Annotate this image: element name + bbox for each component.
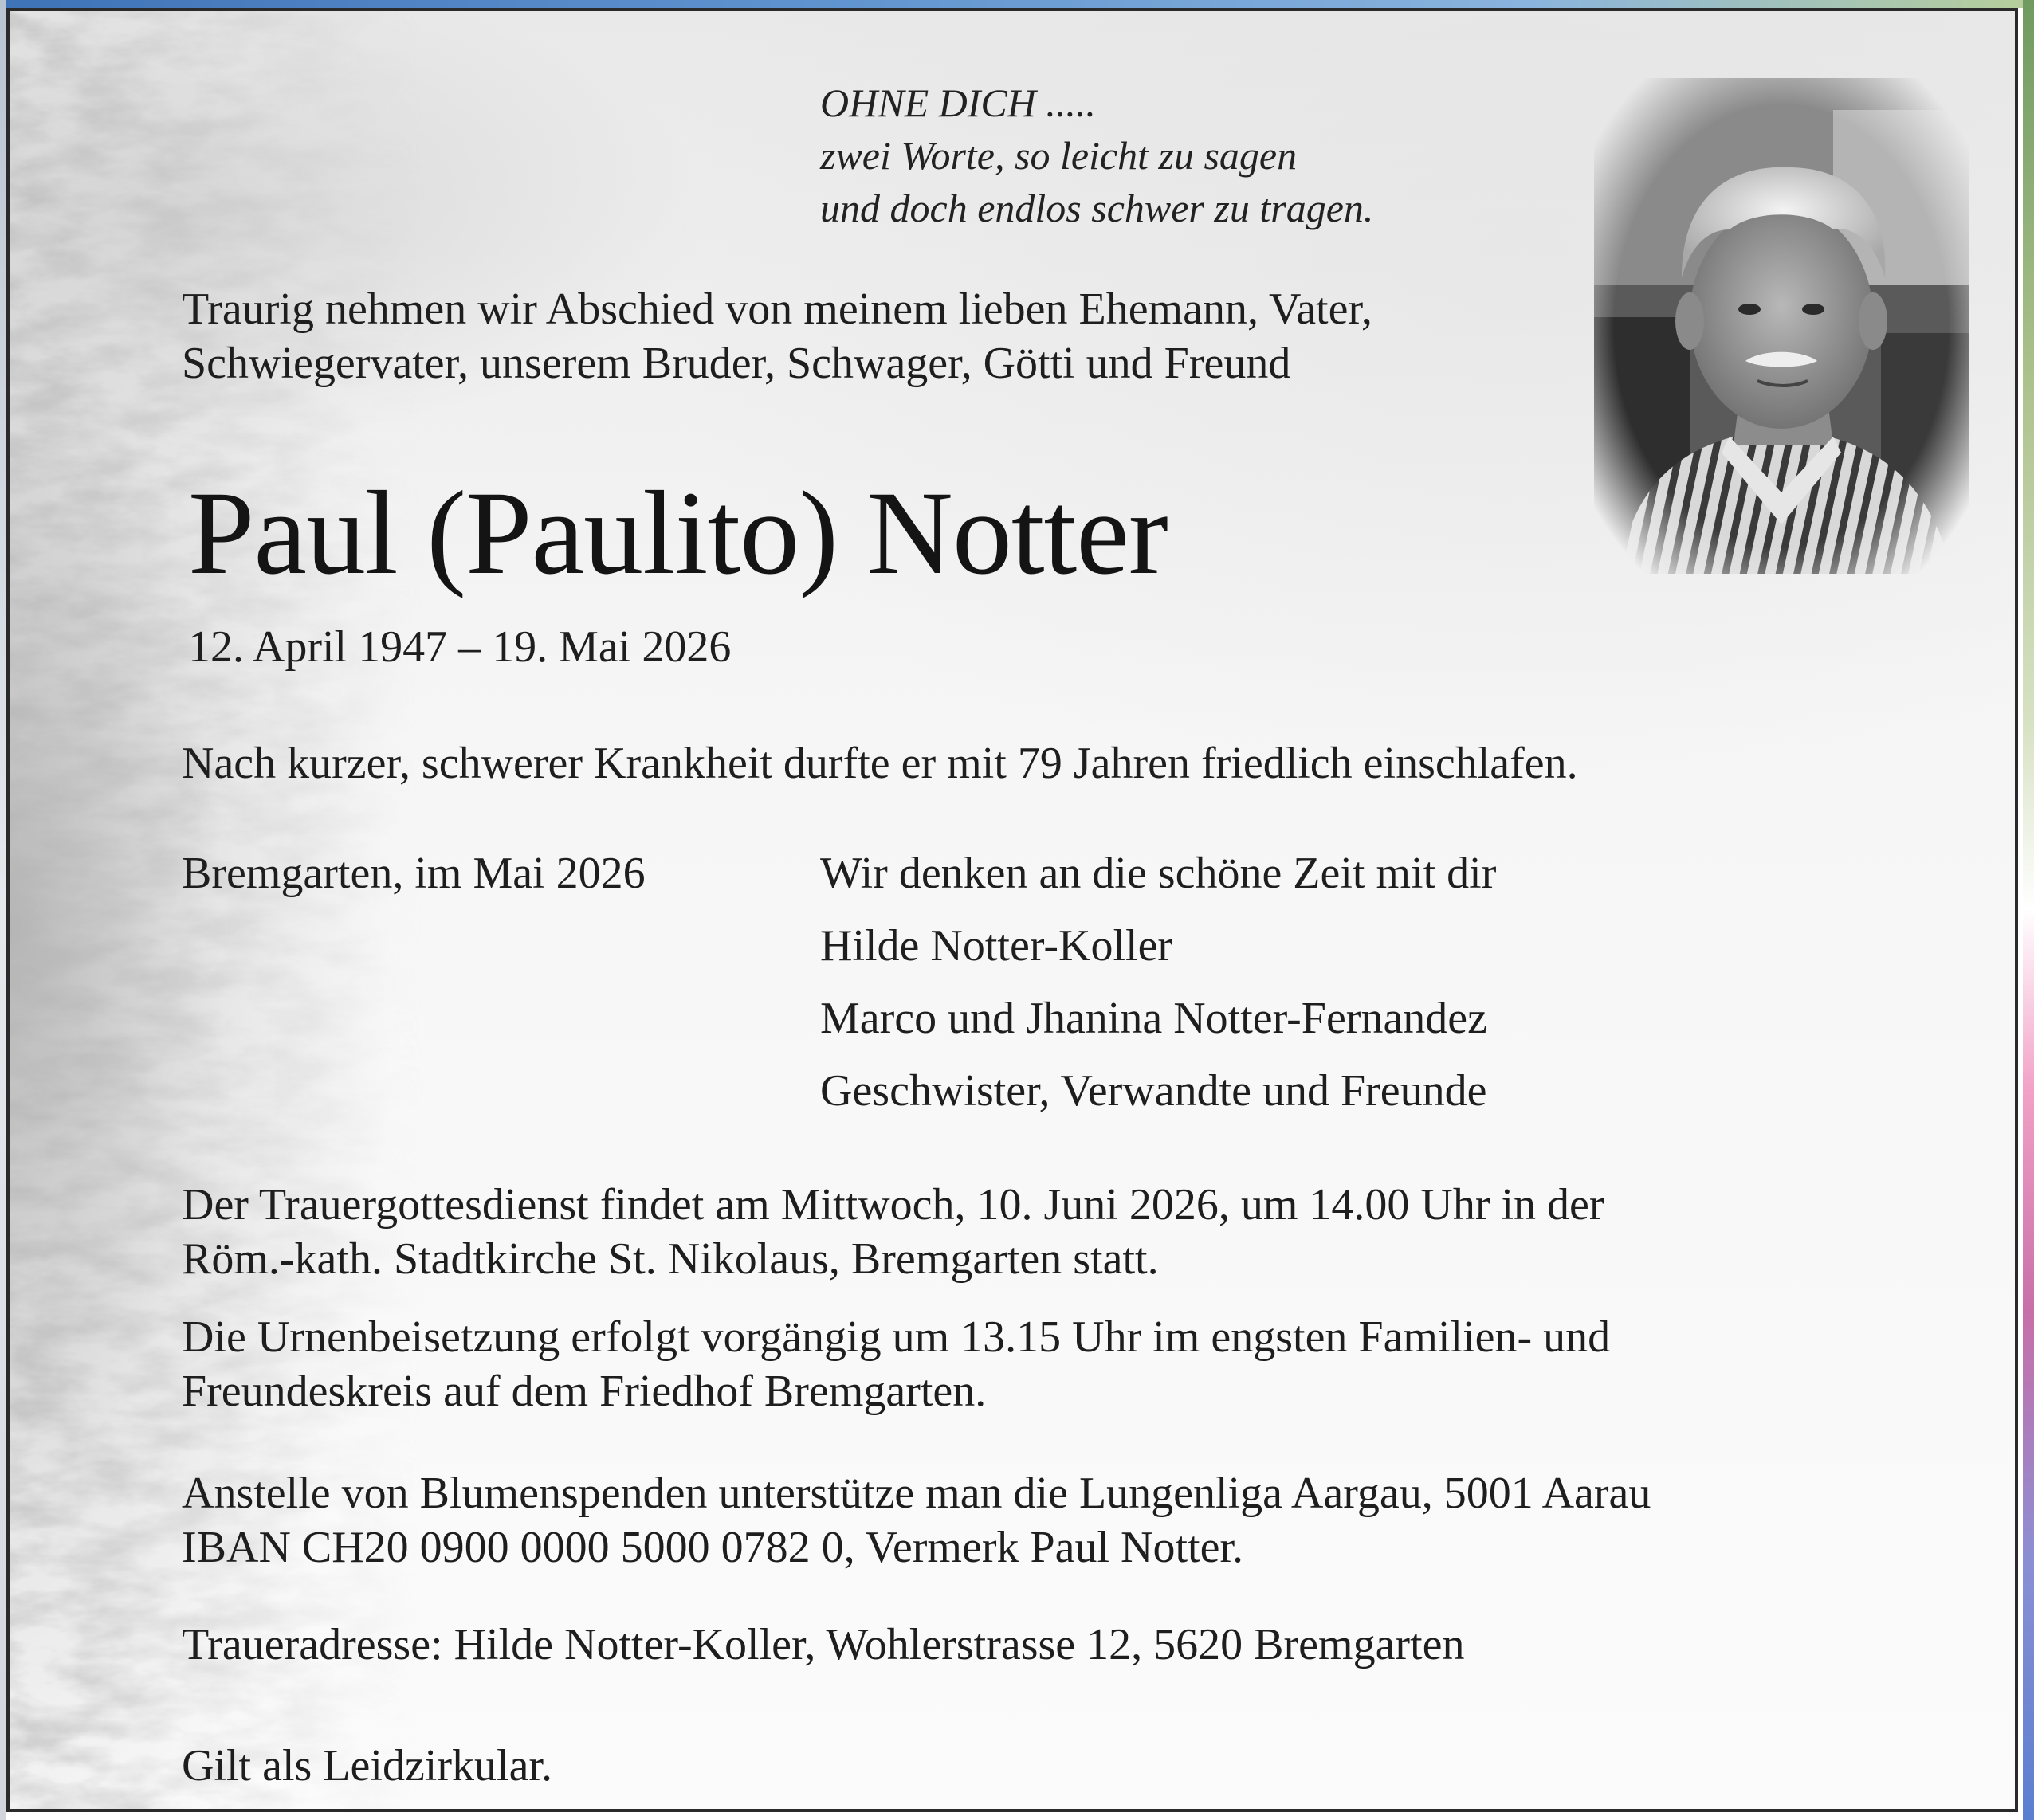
intro-line-1: Traurig nehmen wir Abschied von meinem lieben Ehemann, Vater, (182, 284, 1372, 334)
death-note: Nach kurzer, schwerer Krankheit durfte er mit 79 Jahren friedlich einschlafen. (182, 739, 1578, 788)
portrait-illustration (1594, 78, 1969, 574)
life-dates: 12. April 1947 – 19. Mai 2026 (188, 622, 732, 672)
urn-info (182, 1310, 1610, 1418)
signer-line-4: Geschwister, Verwandte und Freunde (820, 1066, 1487, 1116)
page-edge-right (2023, 0, 2034, 1820)
deceased-name: Paul (Paulito) Notter (188, 467, 1168, 599)
signers-list (820, 837, 1496, 1128)
poem-line-3: und doch endlos schwer zu tragen. (820, 186, 1374, 230)
signer-line-2: Hilde Notter-Koller (820, 921, 1173, 971)
signer-line-3: Marco und Jhanina Notter-Fernandez (820, 994, 1488, 1043)
intro-text (182, 282, 1372, 390)
obituary-notice (6, 8, 2018, 1812)
urn-line-2: Freundeskreis auf dem Friedhof Bremgarten. (182, 1367, 987, 1416)
poem-line-2: zwei Worte, so leicht zu sagen (820, 133, 1298, 178)
mourning-address: Traueradresse: Hilde Notter-Koller, Wohlerstrasse 12, 5620 Bremgarten (182, 1620, 1465, 1669)
page-edge-left (0, 0, 6, 1820)
donation-info (182, 1466, 1651, 1575)
service-info (182, 1178, 1604, 1286)
page-edge-top (0, 0, 2034, 8)
circular-note: Gilt als Leidzirkular. (182, 1741, 552, 1791)
donation-line-2: IBAN CH20 0900 0000 5000 0782 0, Vermerk Paul Notter. (182, 1523, 1243, 1572)
poem-line-1: OHNE DICH ..... (820, 80, 1096, 125)
place-date: Bremgarten, im Mai 2026 (182, 849, 646, 898)
service-line-2: Röm.-kath. Stadtkirche St. Nikolaus, Bremgarten statt. (182, 1234, 1159, 1284)
urn-line-1: Die Urnenbeisetzung erfolgt vorgängig um 13.15 Uhr im engsten Familien- und (182, 1312, 1611, 1362)
intro-line-2: Schwiegervater, unserem Bruder, Schwager, Götti und Freund (182, 339, 1291, 388)
poem (820, 76, 1373, 234)
service-line-1: Der Trauergottesdienst findet am Mittwoch, 10. Juni 2026, um 14.00 Uhr in der (182, 1180, 1604, 1230)
portrait-photo (1594, 78, 1969, 574)
donation-line-1: Anstelle von Blumenspenden unterstütze man die Lungenliga Aargau, 5001 Aarau (182, 1469, 1651, 1518)
signer-line-1: Wir denken an die schöne Zeit mit dir (820, 849, 1497, 898)
